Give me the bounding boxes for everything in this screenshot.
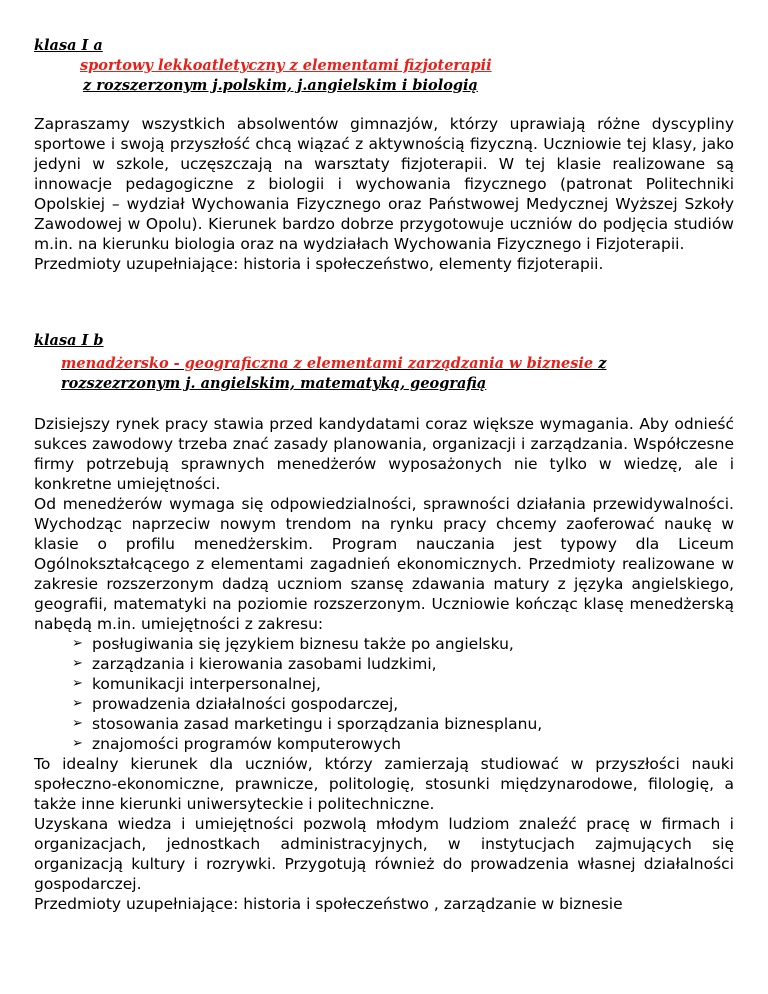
list-item: ➢ znajomości programów komputerowych: [72, 735, 401, 753]
job-prospects-1b: Uzyskana wiedza i umiejętności pozwolą młodym ludziom znaleźć pracę w firmach i organizacjach, jednostkach administracyjnych, w instytucjach zajmujących się organizacją kultury i rozrywki. Przygotują również do prowadzenia własnej działalności gospodarczej.: [34, 815, 734, 893]
description-1b: Od menedżerów wymaga się odpowiedzialności, sprawności działania przewidywalności. Wychodząc naprzeciw nowym trendom na rynku pracy chcemy zaoferować naukę w klasie o profilu menedżerskim. Program nauczania jest typowy dla Liceum Ogólnokształcącego z elementami zagadnień ekonomicznych. Przedmioty realizowane w zakresie rozszerzonym dadzą uczniom szansę zdawania matury z języka angielskiego, geografii, matematyki na poziomie rozszerzonym. Uczniowie kończąc klasę menedżerską nabędą m.in. umiejętności z zakresu:: [34, 495, 734, 633]
extension-subjects-1a: z rozszerzonym j.polskim, j.angielskim i biologią: [83, 77, 478, 94]
supplementary-subjects-1a: Przedmioty uzupełniające: historia i społeczeństwo, elementy fizjoterapii.: [34, 255, 604, 273]
class-label-1b: klasa I b: [34, 332, 104, 349]
list-item: ➢ komunikacji interpersonalnej,: [72, 675, 321, 693]
section-class-1a: [34, 36, 734, 274]
career-paths-1b: To idealny kierunek dla uczniów, którzy zamierzają studiować w przyszłości nauki społeczno-ekonomiczne, prawnicze, politologię, stosunki międzynarodowe, filologię, a także inne kierunki uniwersyteckie i politechniczne.: [34, 755, 734, 813]
document-page: [34, 36, 734, 914]
extension-prefix-1b: z: [598, 355, 607, 372]
extension-subjects-1b: rozszezrzonym j. angielskim, matematyką, geografią: [61, 375, 487, 392]
list-item: ➢ stosowania zasad marketingu i sporządzania biznesplanu,: [72, 715, 543, 733]
arrow-bullet-icon: ➢: [72, 736, 83, 751]
intro-1b: Dzisiejszy rynek pracy stawia przed kandydatami coraz większe wymagania. Aby odnieść sukces zawodowy trzeba znać zasady planowania, organizacji i zarządzania. Współczesne firmy potrzebują sprawnych menedżerów wyposażonych nie tylko w wiedzę, ale i konkretne umiejętności.: [34, 415, 734, 493]
arrow-bullet-icon: ➢: [72, 636, 83, 651]
description-1a: Zapraszamy wszystkich absolwentów gimnazjów, którzy uprawiają różne dyscypliny sportowe i swoją przyszłość chcą wiązać z aktywnością fizyczną. Uczniowie tej klasy, jako jedyni w szkole, uczęszczają na warsztaty fizjoterapii. W tej klasie realizowane są innowacje pedagogiczne z biologii i wychowania fizycznego (patronat Politechniki Opolskiej – wydział Wychowania Fizycznego oraz Państwowej Medycznej Wyższej Szkoły Zawodowej w Opolu). Kierunek bardzo dobrze przygotowuje uczniów do podjęcia studiów m.in. na kierunku biologia oraz na wydziałach Wychowania Fizycznego i Fizjoterapii.: [34, 115, 734, 253]
list-item: ➢ posługiwania się językiem biznesu także po angielsku,: [72, 635, 514, 653]
list-item: ➢ zarządzania i kierowania zasobami ludzkimi,: [72, 655, 437, 673]
profile-title-1b-line: [34, 354, 734, 374]
section-class-1b: [34, 331, 734, 914]
profile-title-1b: menadżersko - geograficzna z elementami zarządzania w biznesie: [61, 355, 594, 372]
arrow-bullet-icon: ➢: [72, 676, 83, 691]
profile-title-1a: sportowy lekkoatletyczny z elementami fizjoterapii: [80, 57, 492, 74]
arrow-bullet-icon: ➢: [72, 696, 83, 711]
list-item: ➢ prowadzenia działalności gospodarczej,: [72, 695, 399, 713]
supplementary-subjects-1b: Przedmioty uzupełniające: historia i społeczeństwo , zarządzanie w biznesie: [34, 895, 623, 913]
class-label-1a: klasa I a: [34, 37, 103, 54]
arrow-bullet-icon: ➢: [72, 656, 83, 671]
arrow-bullet-icon: ➢: [72, 716, 83, 731]
skills-list: [34, 634, 734, 754]
